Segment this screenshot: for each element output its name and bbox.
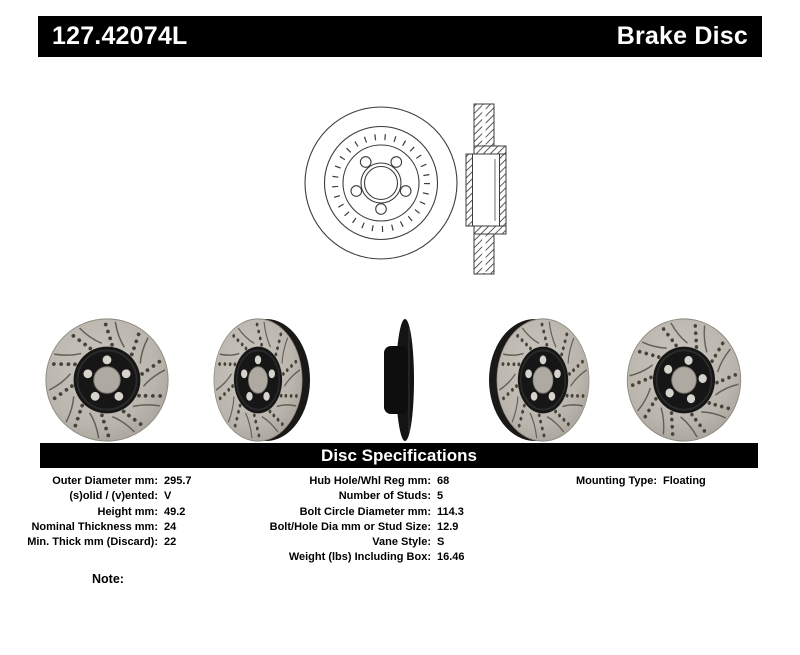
note-label: Note:	[92, 572, 124, 586]
spec-label: Outer Diameter mm:	[52, 475, 158, 487]
spec-row-hub-hole	[268, 474, 465, 489]
product-photo-edge-profile	[384, 319, 414, 441]
spec-column-dimensions	[20, 474, 192, 550]
stud-holes-drawing	[351, 157, 411, 215]
header-bar	[38, 16, 762, 57]
spec-value: S	[437, 536, 445, 549]
product-photo-three-quarter-right	[489, 319, 589, 441]
spec-label: Bolt/Hole Dia mm or Stud Size:	[269, 520, 431, 533]
spec-label: Mounting Type:	[575, 475, 657, 487]
technical-drawing	[290, 88, 520, 283]
spec-label: Number of Studs:	[338, 490, 431, 503]
product-photo-three-quarter-left	[214, 319, 310, 441]
spec-row-mounting-type	[540, 474, 706, 489]
spec-row-solid-vented	[20, 489, 192, 504]
spec-column-type	[540, 474, 706, 489]
spec-row-min-thickness	[20, 535, 192, 550]
center-bore-inner	[365, 167, 398, 200]
spec-section-title-bar	[40, 443, 758, 468]
spec-label: (s)olid / (v)ented:	[69, 490, 158, 503]
spec-value: 295.7	[164, 475, 192, 487]
spec-label: Vane Style:	[372, 536, 431, 549]
spec-label: Nominal Thickness mm:	[31, 520, 158, 533]
spec-value: 12.9	[437, 520, 459, 533]
product-type-title: Brake Disc	[616, 22, 748, 50]
spec-value: 49.2	[164, 505, 186, 518]
spec-label: Height mm:	[97, 505, 158, 518]
spec-label: Weight (lbs) Including Box:	[288, 551, 431, 564]
vane-tick-circle	[335, 137, 427, 229]
spec-row-height	[20, 505, 192, 520]
spec-value: 68	[437, 475, 450, 487]
part-number: 127.42074L	[52, 22, 188, 50]
spec-value: Floating	[663, 475, 706, 487]
spec-row-outer-diameter	[20, 474, 192, 489]
spec-value: V	[164, 490, 172, 503]
spec-row-vane-style	[268, 535, 465, 550]
spec-label: Bolt Circle Diameter mm:	[299, 505, 431, 518]
spec-value: 22	[164, 536, 177, 549]
spec-row-number-of-studs	[268, 489, 465, 504]
spec-section-title: Disc Specifications	[321, 445, 477, 465]
disc-cross-section-drawing	[466, 104, 506, 274]
spec-row-nominal-thickness	[20, 520, 192, 535]
center-bore-outer	[361, 163, 401, 203]
disc-front-view-drawing	[305, 107, 457, 259]
spec-row-weight	[268, 550, 465, 565]
product-photo-front	[46, 319, 168, 441]
spec-label: Hub Hole/Whl Reg mm:	[309, 475, 431, 487]
spec-row-bolt-circle-diameter	[268, 505, 465, 520]
spec-value: 114.3	[437, 505, 464, 518]
spec-column-mounting	[268, 474, 465, 566]
spec-value: 5	[437, 490, 444, 503]
product-photos	[0, 308, 800, 453]
spec-label: Min. Thick mm (Discard):	[27, 536, 158, 549]
spec-value: 24	[164, 520, 177, 533]
product-photo-front-angled	[615, 308, 753, 453]
spec-value: 16.46	[437, 551, 465, 564]
spec-row-bolt-hole-dia	[268, 520, 465, 535]
